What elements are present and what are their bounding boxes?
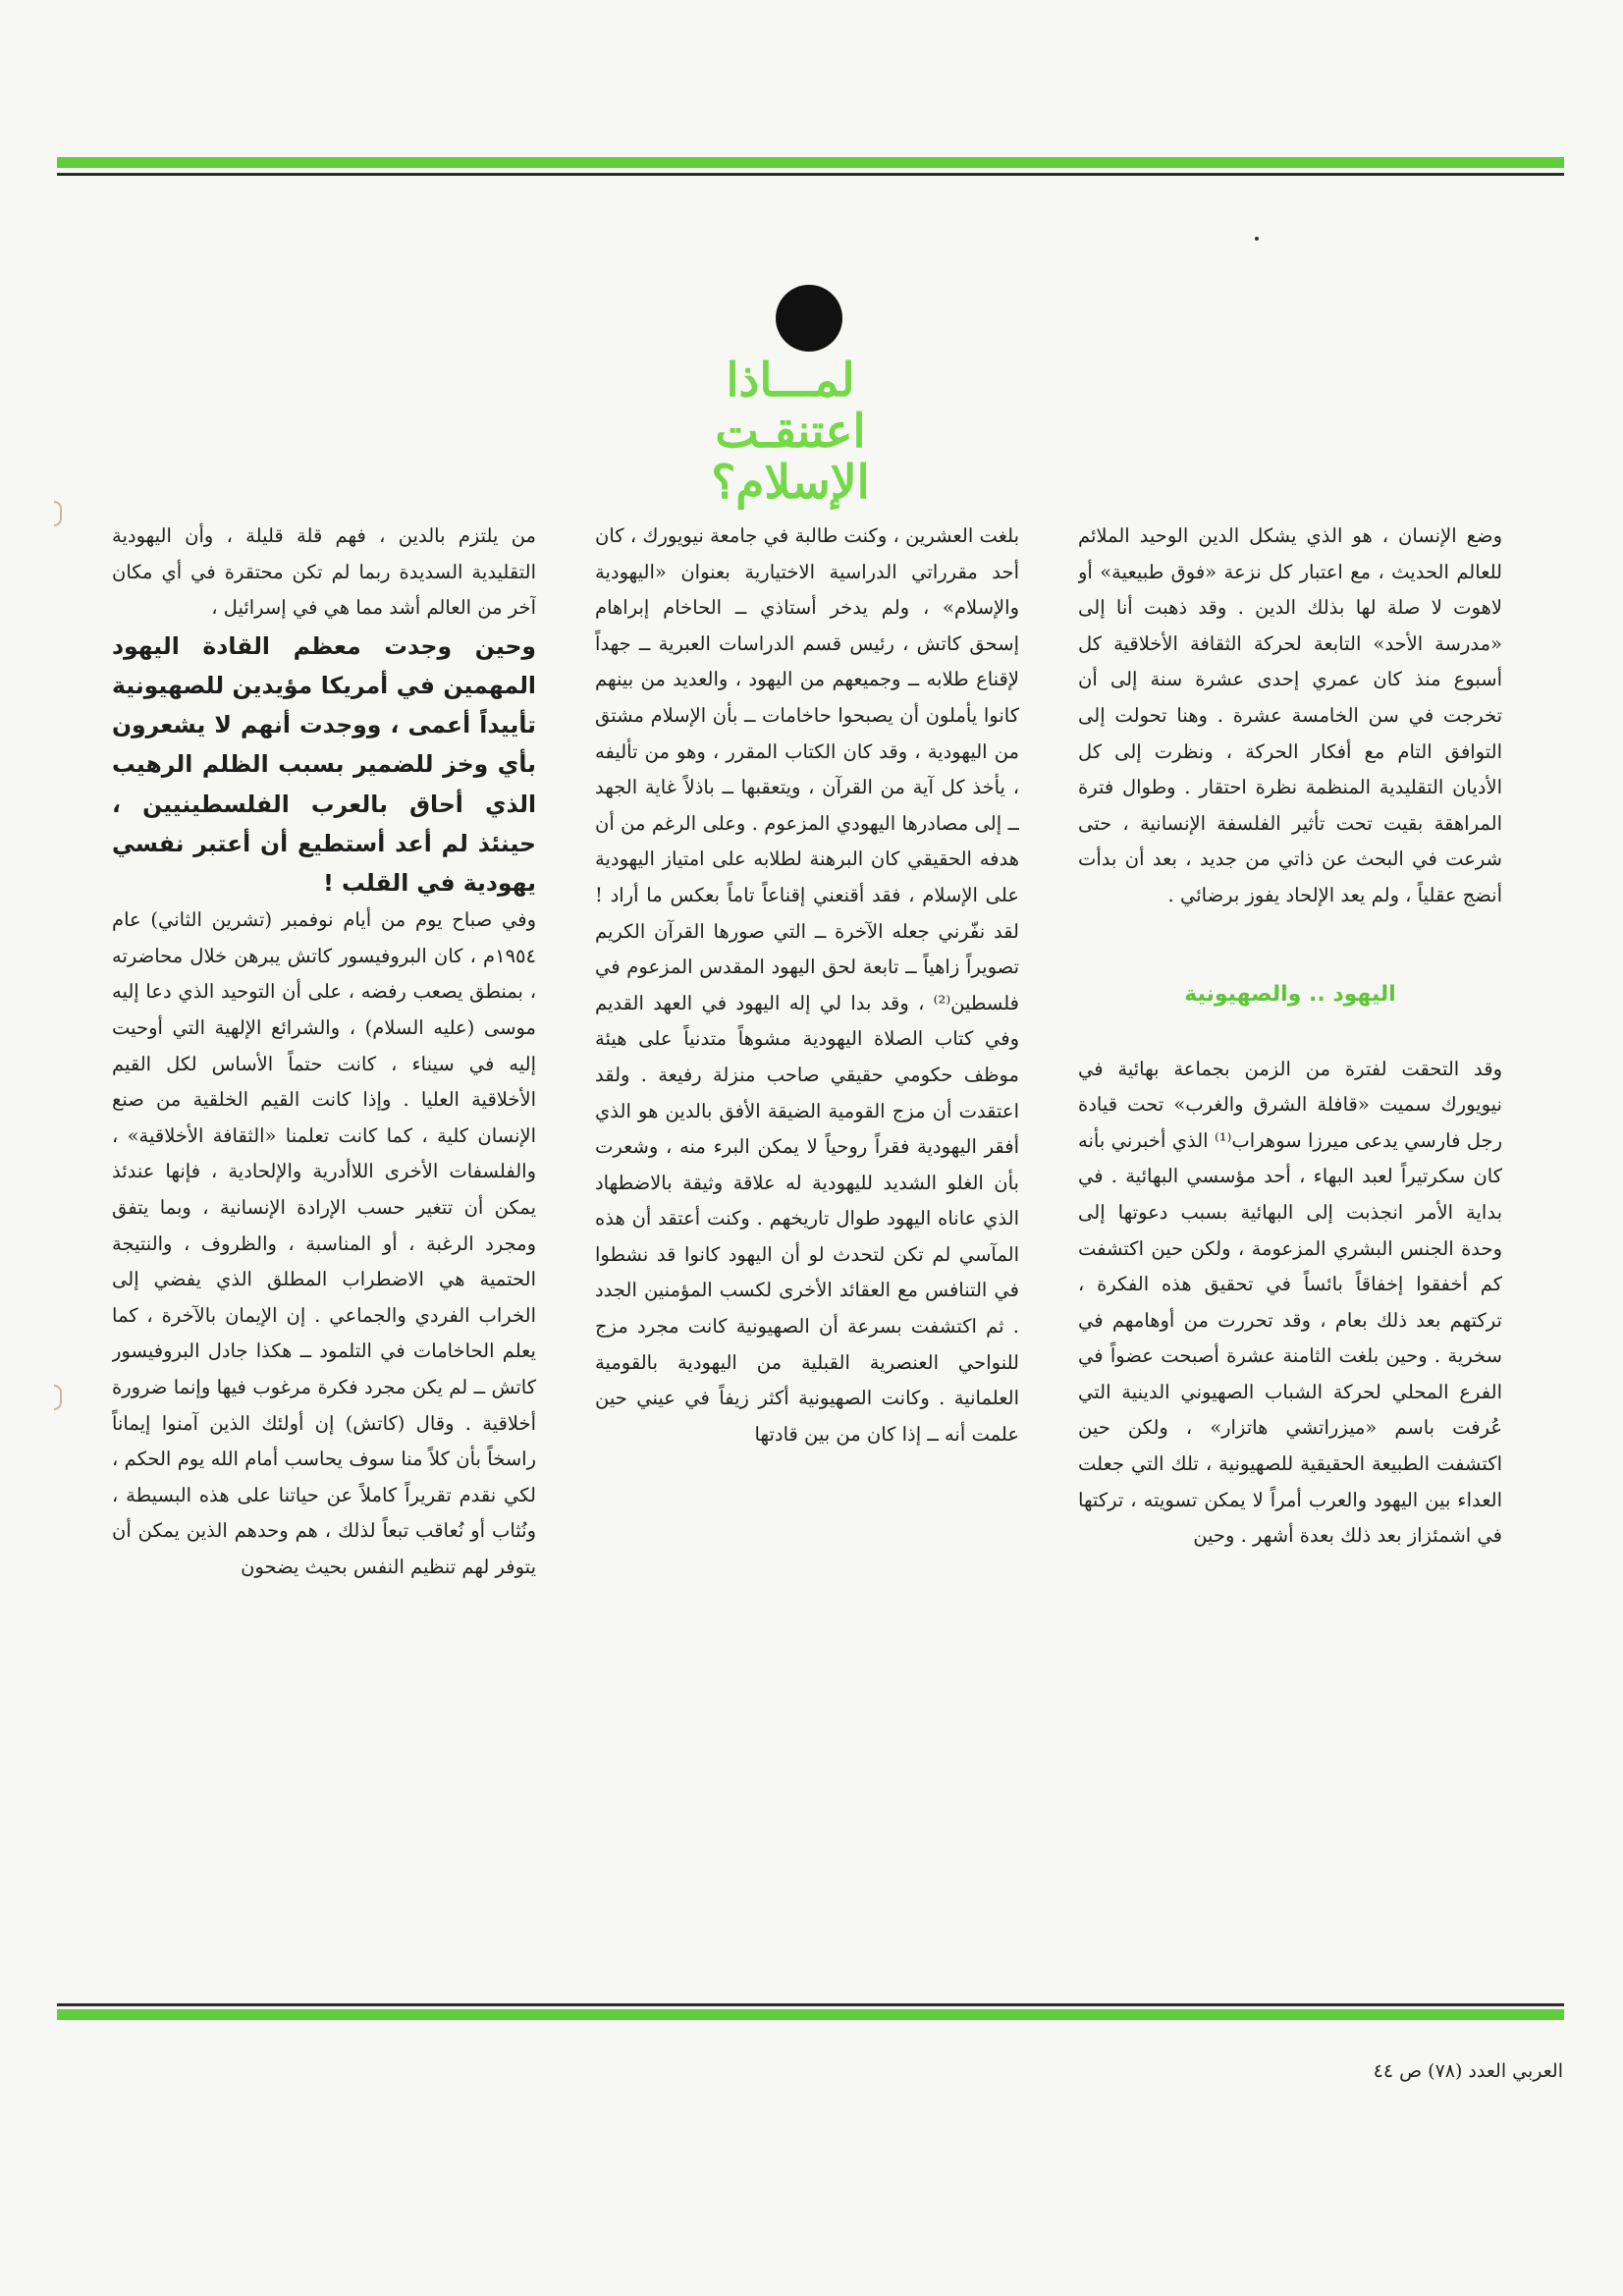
top-dark-rule bbox=[57, 173, 1564, 176]
page-footer: العربي العدد (٧٨) ص ٤٤ bbox=[1373, 2060, 1563, 2082]
column-left-paragraph-2: وفي صباح يوم من أيام نوفمبر (تشرين الثاني) عام ١٩٥٤م ، كان البروفيسور كاتش يبرهن خلال محاضرته ، بمنطق يصعب رفضه ، على أن التوحيد الذي دعا إليه موسى (عليه السلام) ، والشرائع الإلهية التي أوحيت إليه في سيناء ، كانت حتماً الأساس لكل القيم الأخلاقية العليا . وإذا كانت القيم الخلقية من صنع الإنسان كلية ، كما كانت تعلمنا «الثقافة الأخلاقية» ، والفلسفات الأخرى اللاأدرية والإلحادية ، فإنها عندئذ يمكن أن تتغير حسب الإرادة الإنسانية ، وبما يتفق ومجرد الرغبة ، أو المناسبة ، والظروف ، والنتيجة الحتمية هي الاضطراب المطلق الذي يفضي إلى الخراب الفردي والجماعي . إن الإيمان بالآخرة ، كما يعلم الحاخامات في التلمود ــ هكذا جادل البروفيسور كاتش ــ لم يكن مجرد فكرة مرغوب فيها وإنما ضرورة أخلاقية . وقال (كاتش) إن أولئك الذين آمنوا إيماناً راسخاً بأن كلاً منا سوف يحاسب أمام الله يوم الحكم ، لكي نقدم تقريراً كاملاً عن حياتنا على هذه البسيطة ، ونُثاب أو نُعاقب تبعاً لذلك ، هم وحدهم الذين يمكن أن يتوفر لهم تنظيم النفس بحيث يضحون bbox=[112, 908, 536, 1578]
scan-mark-left-top bbox=[54, 501, 62, 526]
stray-dot bbox=[1255, 237, 1259, 241]
column-middle-paragraph: بلغت العشرين ، وكنت طالبة في جامعة نيويورك ، كان أحد مقرراتي الدراسية الاختيارية بعنوان «اليهودية والإسلام» ، ولم يدخر أستاذي ــ الحاخام إبراهام إسحق كاتش ، رئيس قسم الدراسات العبرية ــ جهداً لإقناع طلابه ــ وجميعهم من اليهود ، والعديد من بينهم كانوا يأملون أن يصبحوا حاخامات ــ بأن الإسلام مشتق من اليهودية ، وقد كان الكتاب المقرر ، وهو من تأليفه ، يأخذ كل آية من القرآن ، ويتعقبها ــ باذلاً غاية الجهد ــ إلى مصادرها اليهودي المزعوم . وعلى الرغم من أن هدفه الحقيقي كان البرهنة لطلابه على امتياز اليهودية على الإسلام ، فقد أقنعني إقناعاً تاماً بعكس ما أراد ! لقد نفّرني جعله الآخرة ــ التي صورها القرآن الكريم تصويراً زاهياً ــ تابعة لحق اليهود المقدس المزعوم في فلسطين⁽²⁾ ، وقد بدا لي إله اليهود في العهد القديم وفي كتاب الصلاة اليهودية مشوهاً متدنياً على هيئة موظف حكومي حقيقي صاحب منزلة رفيعة . ولقد اعتقدت أن مزج القومية الضيقة الأفق بالدين هو الذي أفقر اليهودية فقراً روحياً لا يمكن البرء منه ، وشعرت بأن الغلو الشديد لليهودية له علاقة وثيقة بالاضطهاد الذي عاناه اليهود طوال تاريخهم . وكنت أعتقد أن هذه المآسي لم تكن لتحدث لو أن اليهود كانوا قد نشطوا في التنافس مع العقائد الأخرى لكسب المؤمنين الجدد . ثم اكتشفت بسرعة أن الصهيونية كانت مجرد مزج للنواحي العنصرية القبلية من اليهودية بالقومية العلمانية . وكانت الصهيونية أكثر زيفاً في عيني حين علمت أنه ــ إذا كان من بين قادتها bbox=[595, 524, 1019, 1446]
title-line-1: لمـــاذا bbox=[726, 354, 855, 408]
column-left-emphasis: وحين وجدت معظم القادة اليهود المهمين في أمريكا مؤيدين للصهيونية تأييداً أعمى ، ووجدت أنهم لا يشعرون بأي وخز للضمير بسبب الظلم الرهيب الذي أحاق بالعرب الفلسطينيين ، حينئذ لم أعد أستطيع أن أعتبر نفسي يهودية في القلب ! bbox=[112, 631, 536, 897]
title-line-3: الإسلام؟ bbox=[711, 456, 870, 510]
column-middle bbox=[595, 519, 1019, 1962]
column-right bbox=[1078, 519, 1502, 1962]
column-right-paragraph-2: وقد التحقت لفترة من الزمن بجماعة بهائية في نيويورك سميت «قافلة الشرق والغرب» تحت قيادة رجل فارسي يدعى ميرزا سوهراب⁽¹⁾ الذي أخبرني بأنه كان سكرتيراً لعبد البهاء ، أحد مؤسسي البهائية . في بداية الأمر انجذبت إلى البهائية بسبب دعوتها إلى وحدة الجنس البشري المزعومة ، ولكن حين اكتشفت كم أخفقوا إخفاقاً بائساً في تحقيق هذه الفكرة ، تركتهم بعد ذلك بعام ، وقد تحررت من أوهامهم في سخرية . وحين بلغت الثامنة عشرة أصبحت عضواً في الفرع المحلي لحركة الشباب الصهيوني الدينية التي عُرفت باسم «ميزراتشي هاتزار» ، ولكن حين اكتشفت الطبيعة الحقيقية للصهيونية ، تلك التي جعلت العداء بين اليهود والعرب أمراً لا يمكن تسويته ، تركتها في اشمئزاز بعد ذلك بعدة أشهر . وحين bbox=[1078, 1057, 1502, 1548]
title-bullet-dot bbox=[776, 285, 842, 352]
column-left-paragraph-1: من يلتزم بالدين ، فهم قلة قليلة ، وأن اليهودية التقليدية السديدة ربما لم تكن محتقرة في أي مكان آخر من العالم أشد مما هي في إسرائيل ، bbox=[112, 524, 536, 620]
bottom-green-rule bbox=[57, 2009, 1564, 2020]
top-green-rule bbox=[57, 157, 1564, 168]
scan-mark-left-bottom bbox=[54, 1385, 62, 1410]
article-title bbox=[628, 355, 952, 509]
column-left bbox=[112, 519, 536, 1962]
section-heading: اليهود .. والصهيونية bbox=[1184, 981, 1396, 1007]
bottom-dark-rule bbox=[57, 2003, 1564, 2006]
column-right-paragraph-1: وضع الإنسان ، هو الذي يشكل الدين الوحيد الملائم للعالم الحديث ، مع اعتبار كل نزعة «فوق طبيعية» أو لاهوت لا صلة لها بذلك الدين . وقد ذهبت أنا إلى «مدرسة الأحد» التابعة لحركة الثقافة الأخلاقية كل أسبوع منذ كان عمري إحدى عشرة سنة إلى أن تخرجت في سن الخامسة عشرة . وهنا تحولت إلى التوافق التام مع أفكار الحركة ، ونظرت إلى كل الأديان التقليدية المنظمة نظرة احتقار . وطوال فترة المراهقة بقيت تحت تأثير الفلسفة الإنسانية ، حتى شرعت في البحث عن ذاتي من جديد ، بعد أن بدأت أنضج عقلياً ، ولم يعد الإلحاد يفوز برضائي . bbox=[1078, 524, 1502, 906]
title-line-2: اعتنقـت bbox=[715, 405, 866, 459]
